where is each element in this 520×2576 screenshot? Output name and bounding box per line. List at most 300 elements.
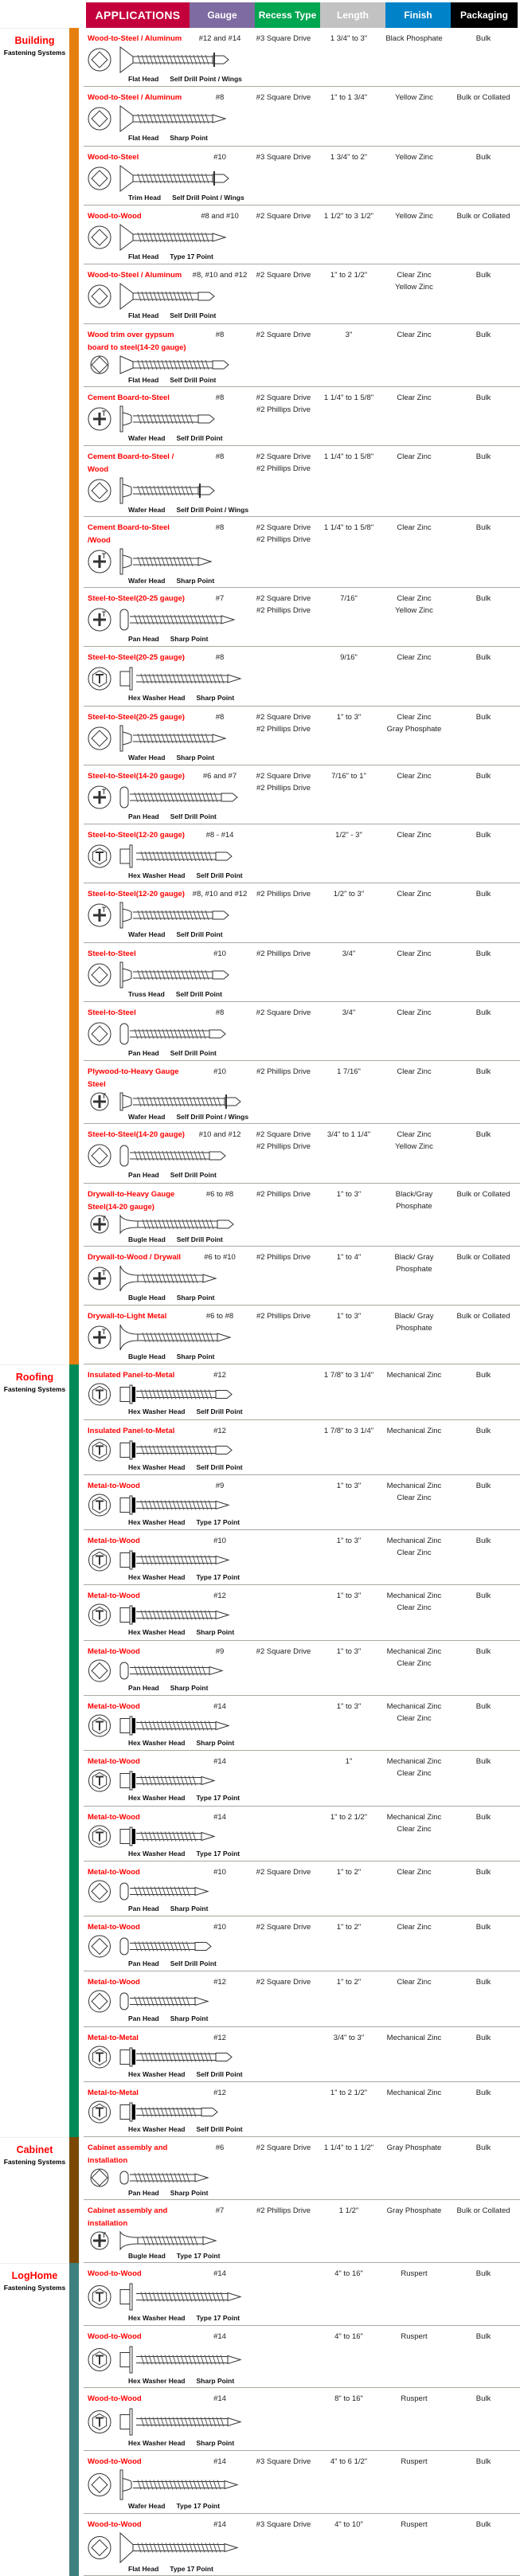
section-label-loghome [0,2263,69,2292]
recess-type [251,1976,316,1988]
screw-illustration [85,1658,248,1683]
recess-line: #2 Phillips Drive [256,405,311,414]
screw-drawing [120,902,229,928]
point-type: Sharp Point [170,1683,209,1692]
product-row[interactable] [84,2137,520,2200]
product-row[interactable] [84,2388,520,2451]
gauge: #6 to #8 [205,1189,234,1199]
application[interactable] [88,33,188,45]
head-type: Pan Head [128,634,159,643]
screw-illustration [85,1382,248,1407]
finish [381,1921,447,1933]
recess-type [251,522,316,546]
finish-line: Clear Zinc [397,1978,432,1987]
app-line: Steel-to-Steel(20-25 gauge) [88,712,185,722]
finish-line: Clear Zinc [397,1603,432,1613]
product-row[interactable] [84,387,520,446]
application[interactable] [88,2032,188,2045]
recess-type [251,269,316,281]
finish [381,1646,447,1670]
square-recess-icon [88,285,111,307]
length: 1" to 3" [336,1481,362,1490]
finish-line: Clear Zinc [397,330,432,339]
gauge: #8 [215,712,225,722]
gauge: #14 [213,2457,226,2467]
product-row[interactable] [84,1916,520,1971]
column-header-applications: APPLICATIONS [86,2,190,28]
application[interactable] [88,829,188,842]
recess-line: #2 Square Drive [256,1130,311,1140]
screw-labels [84,1170,520,1180]
screw-labels [84,1849,520,1858]
hex-recess-icon [89,1770,111,1791]
head-type: Hex Washer Head [128,1849,186,1858]
screw-illustration [85,2531,248,2564]
point-type: Type 17 Point [176,2252,221,2261]
finish [381,948,447,960]
phillips-recess-icon [88,786,111,808]
screw-drawing [120,1883,208,1900]
point-type: Self Drill Point [176,433,223,442]
point-type: Self Drill Point [170,1171,217,1180]
finish-line: Black/Gray [395,1189,433,1199]
app-line: Metal-to-Metal [88,2033,139,2042]
packaging: Bulk [475,1978,491,1987]
finish [381,2205,447,2217]
gauge: #8 [215,330,225,339]
product-row[interactable] [84,147,520,206]
screw-labels [84,930,520,939]
product-row[interactable] [84,1807,520,1862]
finish [381,2331,447,2343]
point-type: Type 17 Point [170,252,213,260]
gauge: #7 [215,2206,225,2216]
product-row[interactable] [84,1306,520,1364]
head-type: Wafer Head [128,433,166,442]
recess-line: #2 Phillips Drive [256,1252,311,1262]
application[interactable] [88,1866,188,1879]
product-row[interactable] [84,1641,520,1696]
product-row[interactable] [84,1002,520,1061]
finish [381,1480,447,1504]
product-row[interactable] [84,2200,520,2263]
point-type: Type 17 Point [196,1517,240,1526]
recess-type [251,1251,316,1263]
finish-line: Clear Zinc [397,949,432,958]
application[interactable] [88,2205,188,2230]
product-row[interactable] [84,1184,520,1247]
screw-drawing [120,1827,214,1846]
packaging: Bulk or Collated [456,1189,510,1199]
length: 3/4" to 3" [333,2033,365,2042]
point-type: Self Drill Point / Wings [172,193,244,202]
application[interactable] [88,1646,188,1658]
recess-line: #2 Square Drive [256,93,311,103]
application[interactable] [88,593,188,605]
screw-labels [84,2501,520,2511]
screw-labels [84,2376,520,2386]
gauge: #10 and #12 [198,1130,241,1140]
head-type: Flat Head [128,75,159,83]
gauge: #10 [213,1923,226,1932]
point-type: Self Drill Point [170,1959,217,1968]
screw-illustration [85,1989,248,2014]
product-row[interactable] [84,2027,520,2082]
head-type: Bugle Head [128,1293,166,1302]
product-row[interactable] [84,2082,520,2137]
screw-labels [84,133,520,143]
screw-drawing [120,787,237,808]
application[interactable] [88,522,188,547]
packaging: Bulk [475,1067,491,1077]
finish-line: Ruspert [401,2331,428,2341]
screw-illustration [85,1438,248,1462]
head-type: Pan Head [128,1959,159,1968]
phillips-recess-icon [88,408,111,430]
recess-line: #2 Square Drive [256,330,311,339]
product-row[interactable] [84,1585,520,1640]
screw-labels [84,753,520,762]
application[interactable] [88,210,188,223]
application[interactable] [88,2268,188,2280]
length: 1" to 3" [336,1189,362,1199]
product-row[interactable] [84,707,520,765]
hex-recess-icon [88,2348,111,2370]
product-row[interactable] [84,2451,520,2514]
product-row[interactable] [84,1751,520,1806]
screw-illustration [85,1548,248,1572]
product-row[interactable] [84,1420,520,1475]
screw-illustration [85,104,248,133]
application[interactable] [88,2393,188,2406]
app-line: installation [88,2156,128,2166]
app-line: Metal-to-Wood [88,1537,140,1546]
hex-recess-icon [89,2046,111,2068]
application[interactable] [88,1066,188,1091]
recess-line: #2 Square Drive [256,211,311,221]
application[interactable] [88,1188,188,1214]
product-row[interactable] [84,824,520,883]
application[interactable] [88,1129,188,1141]
screw-labels [84,375,520,385]
head-type: Flat Head [128,375,159,384]
section-subtitle: Fastening Systems [3,2284,66,2292]
hex-recess-icon [89,1549,111,1571]
head-type: Hex Washer Head [128,694,186,703]
packaging: Bulk or Collated [456,211,510,221]
application[interactable] [88,151,188,164]
product-row[interactable] [84,1530,520,1585]
application[interactable] [88,1811,188,1824]
point-type: Type 17 Point [176,2502,221,2511]
product-row[interactable] [84,1124,520,1183]
screw-labels [84,2069,520,2079]
screw-labels [84,433,520,443]
product-row[interactable] [84,1696,520,1751]
section-rows-loghome [84,2263,520,2576]
screw-labels [84,1112,520,1122]
screw-illustration [85,476,248,505]
head-type: Wafer Head [128,2502,166,2511]
application[interactable] [88,92,188,104]
application[interactable] [88,2456,188,2468]
point-type: Self Drill Point [175,989,222,998]
finish-line: Mechanical Zinc [386,1591,442,1601]
length: 1 1/2" [338,2206,359,2216]
screw-illustration [85,1934,248,1959]
screw-labels [84,2188,520,2198]
finish-line: Clear Zinc [397,1714,432,1723]
product-row[interactable] [84,883,520,942]
packaging: Bulk [475,1591,491,1601]
point-type: Sharp Point [170,1904,209,1912]
app-line: Steel-to-Steel(14-20 gauge) [88,771,185,781]
point-type: Sharp Point [176,1293,215,1302]
product-row[interactable] [84,1971,520,2026]
packaging: Bulk [475,2394,491,2404]
app-line: Wood-to-Wood [88,2269,142,2279]
column-header-length: Length [320,2,385,28]
application[interactable] [88,1425,188,1438]
product-row[interactable] [84,28,520,87]
screw-labels [84,1627,520,1637]
section-subtitle: Fastening Systems [3,1385,66,1394]
screw-illustration [85,354,248,375]
application[interactable] [88,1007,188,1020]
app-line: Metal-to-Wood [88,1923,140,1932]
finish-line: Yellow Zinc [395,93,433,103]
gauge: #14 [213,2331,226,2341]
length: 8" to 16" [334,2394,363,2404]
square-recess-icon [91,356,108,374]
application[interactable] [88,2142,188,2167]
length: 1" to 2" [336,1923,362,1932]
finish-line: Clear Zinc [397,771,432,781]
screw-drawing [120,962,229,988]
length: 1" to 3" [336,1646,362,1656]
gauge: #14 [213,1757,226,1767]
product-row[interactable] [84,1862,520,1916]
point-type: Sharp Point [170,2014,209,2023]
product-row[interactable] [84,87,520,146]
finish-line: Phosphate [396,1264,432,1274]
screw-labels [84,2438,520,2448]
app-line: installation [88,2219,128,2229]
product-row[interactable] [84,2263,520,2326]
recess-line: #2 Phillips Drive [256,890,311,899]
point-type: Sharp Point [196,2439,235,2448]
recess-type [251,2142,316,2154]
screw-illustration [85,1824,248,1849]
app-line: Metal-to-Wood [88,1978,140,1987]
point-type: Self Drill Point [176,930,223,939]
screw-drawing [120,406,214,432]
finish [381,652,447,664]
length: 7/16" to 1" [331,771,366,781]
application[interactable] [88,2331,188,2343]
application[interactable] [88,1756,188,1768]
application[interactable] [88,1480,188,1493]
product-row[interactable] [84,517,520,588]
application[interactable] [88,2519,188,2531]
recess-type [251,2456,316,2468]
recess-line: #2 Square Drive [256,1646,311,1656]
finish-line: Mechanical Zinc [386,1537,442,1546]
gauge: #6 [215,2143,225,2153]
app-line: Wood-to-Steel / Aluminum [88,93,182,103]
packaging: Bulk [475,2519,491,2529]
screw-labels [84,634,520,644]
screw-illustration [85,2100,248,2124]
application[interactable] [88,948,188,961]
screw-illustration [85,842,248,871]
finish-line: Yellow Zinc [395,283,433,292]
packaging: Bulk [475,523,491,532]
application[interactable] [88,1590,188,1603]
phillips-recess-icon [91,1093,108,1110]
point-type: Self Drill Point / Wings [176,505,249,514]
application[interactable] [88,1251,188,1264]
finish-line: Yellow Zinc [395,1142,433,1152]
finish [381,392,447,404]
length: 1" to 3" [336,712,362,722]
screw-illustration [85,783,248,812]
point-type: Type 17 Point [196,1573,240,1582]
screw-labels [84,193,520,202]
length: 1 3/4" to 2" [330,152,368,162]
product-row[interactable] [84,1475,520,1530]
screw-drawing [120,166,229,191]
finish [381,2142,447,2154]
product-row[interactable] [84,206,520,264]
point-type: Self Drill Point [170,311,217,320]
application[interactable] [88,652,188,664]
app-line: Wood-to-Wood [88,2394,142,2404]
gauge: #9 [215,1646,225,1656]
application[interactable] [88,1310,188,1323]
head-type: Hex Washer Head [128,1739,186,1747]
product-row[interactable] [84,1364,520,1419]
packaging: Bulk or Collated [456,2206,510,2216]
recess-line: #2 Phillips Drive [256,464,311,473]
finish-line: Yellow Zinc [395,605,433,615]
gauge: #7 [215,593,225,603]
product-row[interactable] [84,1061,520,1124]
recess-line: #3 Square Drive [256,2457,311,2467]
screw-illustration [85,605,248,634]
point-type: Sharp Point [196,1739,235,1747]
screw-illustration [85,2045,248,2069]
finish-line: Mechanical Zinc [386,1702,442,1711]
packaging: Bulk [475,393,491,402]
point-type: Self Drill Point [196,1407,243,1416]
product-row[interactable] [84,647,520,706]
product-row[interactable] [84,765,520,824]
application[interactable] [88,329,188,354]
product-row[interactable] [84,446,520,517]
application[interactable] [88,1701,188,1713]
finish [381,770,447,782]
head-type: Trim Head [128,193,162,202]
finish-line: Clear Zinc [397,1130,432,1140]
recess-type [251,948,316,960]
square-recess-icon [88,49,111,71]
finish-line: Mechanical Zinc [386,1757,442,1767]
application[interactable] [88,2087,188,2100]
recess-line: #2 Phillips Drive [256,783,311,793]
gauge: #8, #10 and #12 [192,890,248,899]
head-type: Truss Head [128,989,165,998]
application[interactable] [88,770,188,783]
application[interactable] [88,392,188,405]
product-row[interactable] [84,2514,520,2576]
recess-type [251,2519,316,2531]
screw-drawing [120,845,232,867]
screw-labels [84,871,520,880]
application[interactable] [88,888,188,901]
recess-type [251,1188,316,1200]
screw-labels [84,812,520,821]
point-type: Self Drill Point [196,1462,243,1471]
application[interactable] [88,1369,188,1382]
screw-drawing [120,1216,233,1233]
application[interactable] [88,1976,188,1989]
app-line: Wood-to-Wood [88,2457,142,2467]
product-row[interactable] [84,943,520,1002]
packaging: Bulk [475,2143,491,2153]
point-type: Sharp Point [170,2189,209,2198]
square-recess-icon [89,1881,111,1902]
head-type: Wafer Head [128,576,166,585]
application[interactable] [88,1535,188,1548]
finish-line: Clear Zinc [397,523,432,532]
packaging: Bulk [475,1812,491,1822]
finish-line: Clear Zinc [397,1769,432,1779]
point-type: Self Drill Point [170,812,217,820]
product-row[interactable] [84,2326,520,2389]
finish-line: Clear Zinc [397,393,432,402]
application[interactable] [88,1921,188,1934]
section-rows-building [84,28,520,1364]
product-row[interactable] [84,588,520,647]
finish [381,451,447,463]
recess-type [251,329,316,341]
screw-illustration [85,405,248,433]
finish-line: Gray Phosphate [386,2143,442,2153]
gauge: #14 [213,1812,226,1822]
product-row[interactable] [84,264,520,323]
packaging: Bulk [475,1702,491,1711]
recess-type [251,593,316,617]
section-loghome [0,2263,520,2576]
screw-illustration [85,901,248,930]
product-row[interactable] [84,324,520,387]
gauge: #12 [213,2033,226,2042]
product-row[interactable] [84,1247,520,1306]
finish-line: Clear Zinc [397,831,432,840]
app-line: Cement Board-to-Steel / Wood [88,452,174,474]
application[interactable] [88,269,188,282]
app-line: Wood-to-Wood [88,211,142,221]
point-type: Sharp Point [176,1353,215,1360]
square-recess-icon [89,1936,111,1957]
head-type: Pan Head [128,1049,159,1058]
application[interactable] [88,451,188,476]
application[interactable] [88,711,188,724]
finish [381,1310,447,1334]
packaging: Bulk [475,1757,491,1767]
hex-recess-icon [88,845,111,867]
